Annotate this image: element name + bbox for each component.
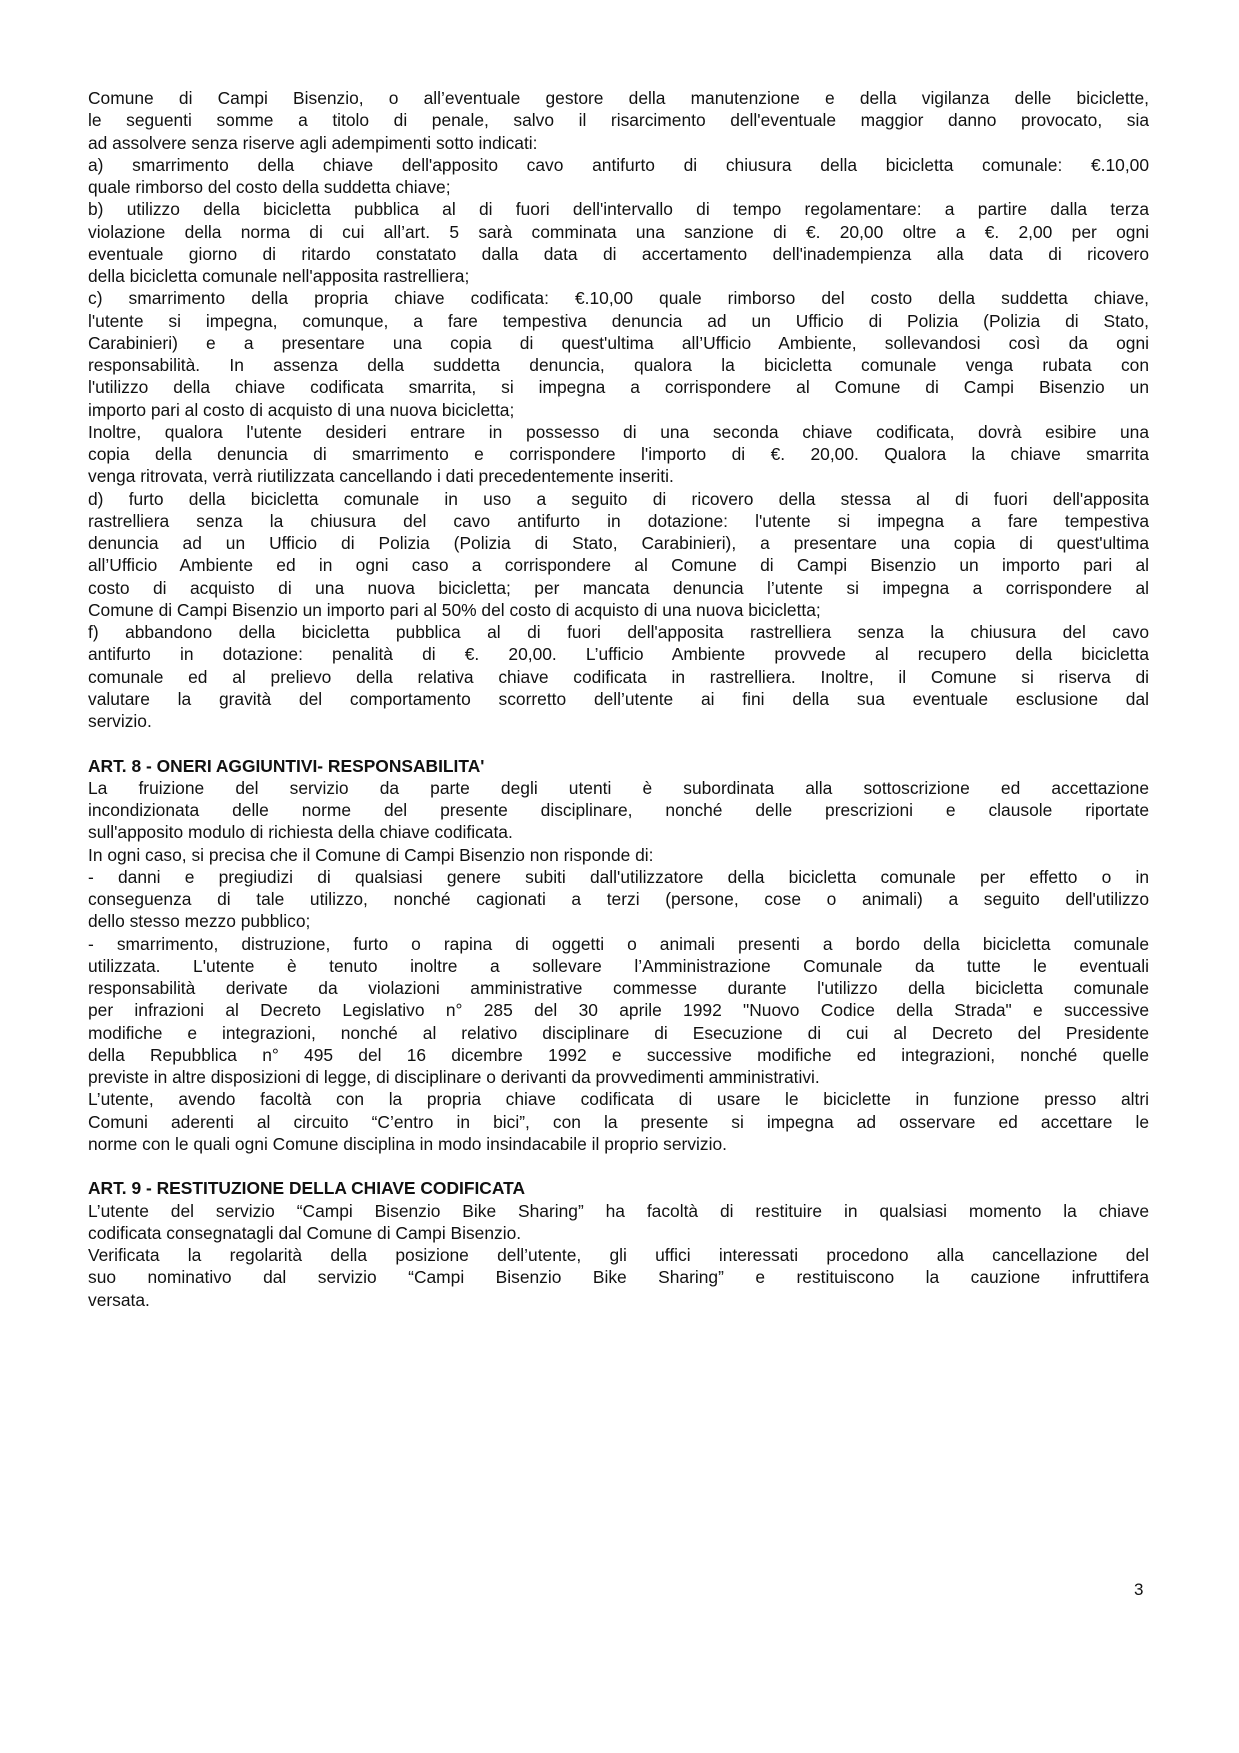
article-heading: ART. 8 - ONERI AGGIUNTIVI- RESPONSABILITA' [88,755,485,776]
document-body [88,87,1149,1311]
text-line: l'utente si impegna, comunque, a fare tempestiva denuncia ad un Ufficio di Polizia (Polizia di Stato, [88,310,1149,331]
text-line: modifiche e integrazioni, nonché al relativo disciplinare di Esecuzione di cui al Decreto del Presidente [88,1022,1149,1043]
text-line: all’Ufficio Ambiente ed in ogni caso a corrispondere al Comune di Campi Bisenzio un importo pari al [88,555,1149,576]
text-line: per infrazioni al Decreto Legislativo n° 285 del 30 aprile 1992 "Nuovo Codice della Strada" e successive [88,1000,1149,1021]
text-line: a) smarrimento della chiave dell'apposito cavo antifurto di chiusura della bicicletta comunale: €.10,00 [88,154,1149,175]
text-line: incondizionata delle norme del presente disciplinare, nonché delle prescrizioni e clausole riportate [88,800,1149,820]
text-line: valutare la gravità del comportamento scorretto dell’utente ai fini della sua eventuale esclusione dal [88,688,1149,709]
text-line: La fruizione del servizio da parte degli utenti è subordinata alla sottoscrizione ed accettazione [88,777,1149,798]
text-line: c) smarrimento della propria chiave codificata: €.10,00 quale rimborso del costo della suddetta chiave, [88,288,1149,309]
blank-line [88,732,1149,754]
text-line: della Repubblica n° 495 del 16 dicembre 1992 e successive modifiche ed integrazioni, nonché quelle [88,1044,1149,1065]
text-line: servizio. [88,711,152,731]
text-line: della bicicletta comunale nell'apposita rastrelliera; [88,266,470,286]
text-line: conseguenza di tale utilizzo, nonché cagionati a terzi (persone, cose o animali) a seguito dell'utilizzo [88,889,1149,909]
text-line: utilizzata. L'utente è tenuto inoltre a sollevare l’Amministrazione Comunale da tutte le eventuali [88,955,1149,976]
text-line: violazione della norma di cui all’art. 5 sarà comminata una sanzione di €. 20,00 oltre a €. 2,00 per ogni [88,221,1149,242]
text-line: denuncia ad un Ufficio di Polizia (Polizia di Stato, Carabinieri), a presentare una copia di quest'ultima [88,533,1149,553]
text-line: ad assolvere senza riserve agli adempimenti sotto indicati: [88,132,538,153]
text-line: suo nominativo dal servizio “Campi Bisenzio Bike Sharing” e restituiscono la cauzione infruttifera [88,1267,1149,1288]
text-line: versata. [88,1289,150,1310]
text-line: Inoltre, qualora l'utente desideri entrare in possesso di una seconda chiave codificata, dovrà esibire una [88,421,1149,442]
body-section [88,87,1149,732]
text-line: b) utilizzo della bicicletta pubblica al di fuori dell'intervallo di tempo regolamentare: a partire dalla terza [88,199,1149,220]
text-line: norme con le quali ogni Comune disciplina in modo insindacabile il proprio servizio. [88,1133,727,1154]
article-section [88,1177,1149,1311]
text-line: antifurto in dotazione: penalità di €. 20,00. L’ufficio Ambiente provvede al recupero della bicicletta [88,644,1149,665]
text-line: Verificata la regolarità della posizione dell’utente, gli uffici interessati procedono alla cancellazione del [88,1245,1149,1265]
text-line: sull'apposito modulo di richiesta della chiave codificata. [88,822,513,843]
text-line: costo di acquisto di una nuova bicicletta; per mancata denuncia l’utente si impegna a corrispondere al [88,577,1149,598]
text-line: responsabilità. In assenza della suddetta denuncia, qualora la bicicletta comunale venga rubata con [88,355,1149,375]
text-line: eventuale giorno di ritardo constatato dalla data di accertamento dell'inadempienza alla data di ricovero [88,243,1149,264]
text-line: - smarrimento, distruzione, furto o rapina di oggetti o animali presenti a bordo della bicicletta comunale [88,933,1149,954]
text-line: L’utente del servizio “Campi Bisenzio Bike Sharing” ha facoltà di restituire in qualsiasi momento la chiave [88,1200,1149,1221]
article-heading: ART. 9 - RESTITUZIONE DELLA CHIAVE CODIFICATA [88,1178,526,1199]
text-line: Comune di Campi Bisenzio, o all’eventuale gestore della manutenzione e della vigilanza delle biciclette, [88,88,1149,108]
page-number: 3 [1134,1580,1144,1599]
text-line: quale rimborso del costo della suddetta chiave; [88,177,451,197]
text-line: In ogni caso, si precisa che il Comune di Campi Bisenzio non risponde di: [88,844,654,865]
text-line: rastrelliera senza la chiusura del cavo antifurto in dotazione: l'utente si impegna a fare tempestiva [88,510,1149,531]
text-line: codificata consegnatagli dal Comune di Campi Bisenzio. [88,1222,522,1243]
text-line: l'utilizzo della chiave codificata smarrita, si impegna a corrispondere al Comune di Campi Bisenzio un [88,377,1149,398]
text-line: comunale ed al prelievo della relativa chiave codificata in rastrelliera. Inoltre, il Comune si riserva di [88,666,1149,687]
text-line: - danni e pregiudizi di qualsiasi genere subiti dall'utilizzatore della bicicletta comunale per effetto o in [88,866,1149,887]
text-line: d) furto della bicicletta comunale in uso a seguito di ricovero della stessa al di fuori dell'apposita [88,488,1149,509]
text-line: responsabilità derivate da violazioni amministrative commesse durante l'utilizzo della bicicletta comunale [88,978,1149,998]
blank-line [88,1155,1149,1177]
text-line: importo pari al costo di acquisto di una nuova bicicletta; [88,399,515,420]
text-line: previste in altre disposizioni di legge, di disciplinare o derivanti da provvedimenti amministrativi. [88,1067,820,1087]
text-line: dello stesso mezzo pubblico; [88,911,311,932]
text-line: f) abbandono della bicicletta pubblica al di fuori dell'apposita rastrelliera senza la chiusura del cavo [88,622,1149,642]
text-line: venga ritrovata, verrà riutilizzata cancellando i dati precedentemente inseriti. [88,466,674,487]
text-line: Comuni aderenti al circuito “C’entro in bici”, con la presente si impegna ad osservare ed accettare le [88,1111,1149,1132]
article-section [88,755,1149,1156]
text-line: Comune di Campi Bisenzio un importo pari al 50% del costo di acquisto di una nuova bicicletta; [88,599,821,620]
text-line: copia della denuncia di smarrimento e corrispondere l'importo di €. 20,00. Qualora la chiave smarrita [88,444,1149,464]
text-line: Carabinieri) e a presentare una copia di quest'ultima all’Ufficio Ambiente, sollevandosi così da ogni [88,332,1149,353]
text-line: le seguenti somme a titolo di penale, salvo il risarcimento dell'eventuale maggior danno provocato, sia [88,110,1149,131]
text-line: L’utente, avendo facoltà con la propria chiave codificata di usare le biciclette in funzione presso altri [88,1089,1149,1110]
